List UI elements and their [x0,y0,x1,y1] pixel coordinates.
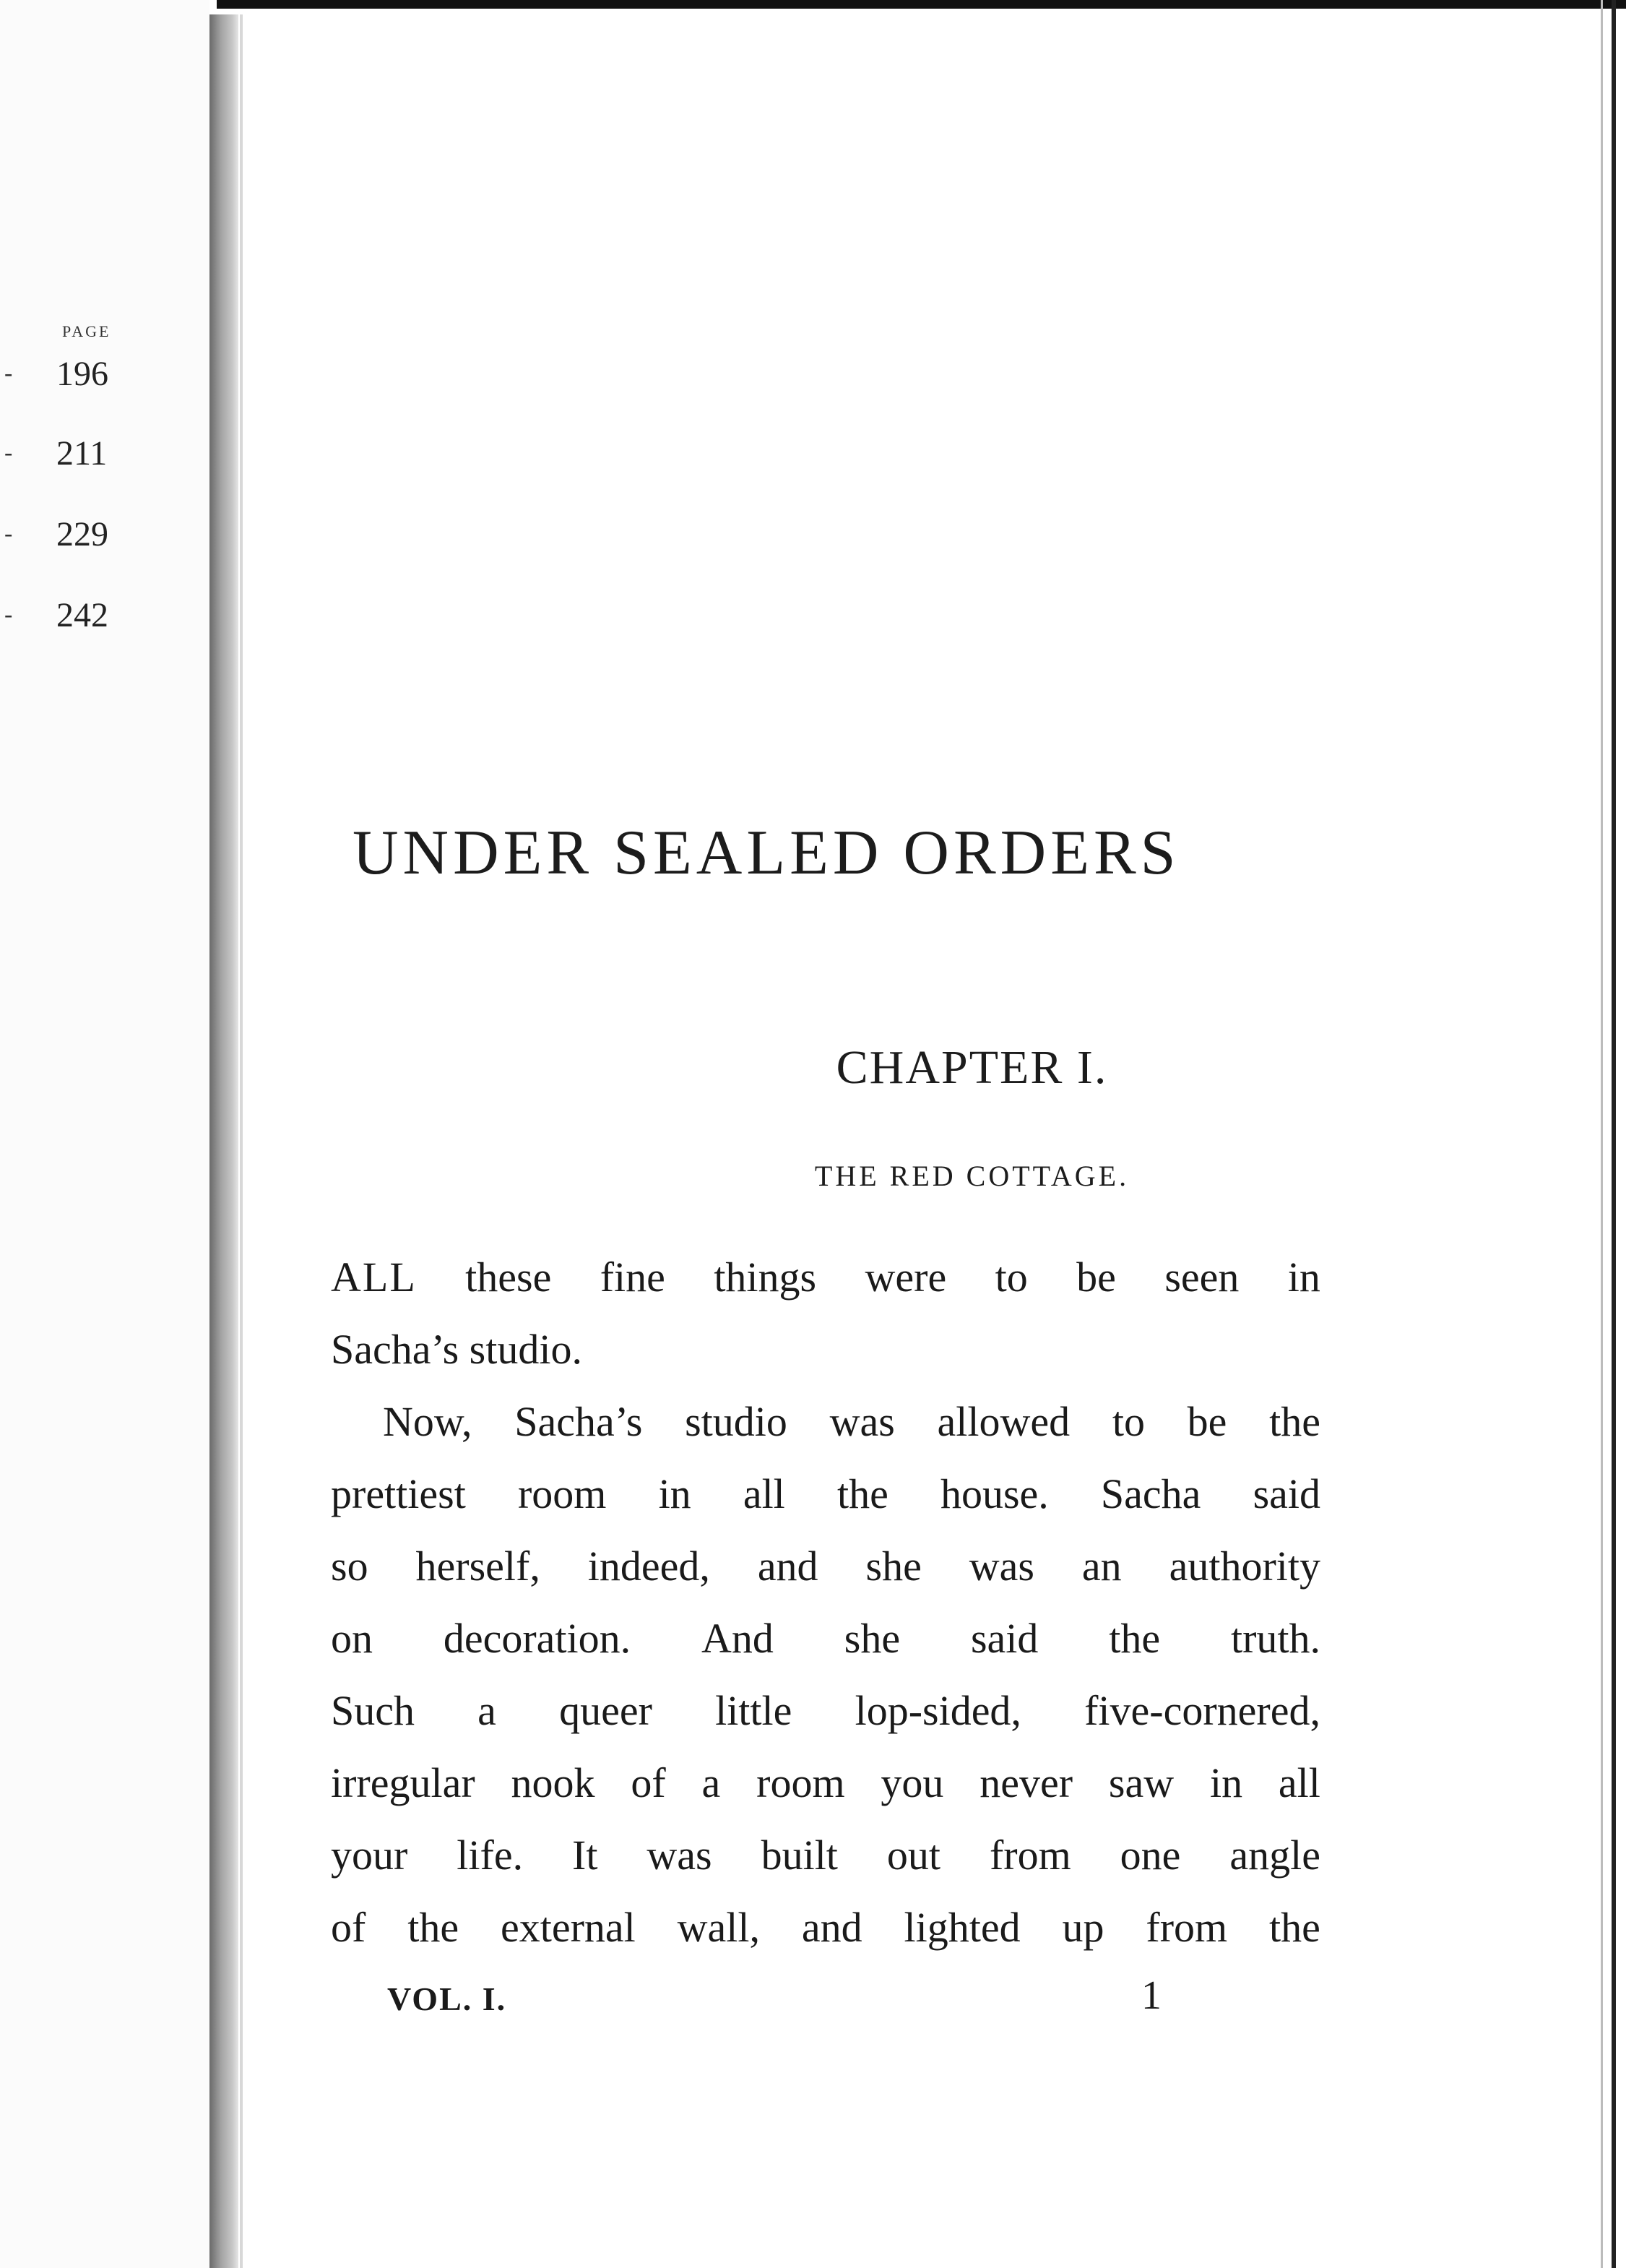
toc-leader-dash: - [4,439,13,466]
text-line [331,1241,1320,1314]
toc-page-number: 196 [56,355,108,393]
word: be [1076,1254,1116,1301]
word: all [1278,1759,1320,1806]
word: were [865,1254,947,1301]
word: on [331,1615,373,1662]
text-line [331,1675,1320,1747]
word: these [465,1254,552,1301]
toc-entry [0,434,144,477]
facing-page [0,0,209,2268]
word: saw [1108,1759,1175,1806]
word: an [1081,1543,1122,1590]
word: lop-sided, [855,1687,1021,1734]
word: a [701,1759,721,1806]
word: Such [331,1687,415,1734]
word: life. [457,1832,524,1879]
toc-entry [0,354,144,397]
word: ALL [331,1254,417,1301]
word: indeed, [587,1543,710,1590]
word: in [1209,1759,1243,1806]
gutter-edge [240,14,243,2268]
word: decoration. [443,1615,631,1662]
right-page-shadow [1601,0,1603,2268]
word: and [801,1904,862,1951]
text-line [331,1314,1320,1386]
word: Sacha [1100,1470,1201,1517]
word: of [631,1759,666,1806]
word: allowed [937,1398,1071,1445]
text-line [331,1819,1320,1892]
text-line [331,1386,1320,1458]
word: and [757,1543,818,1590]
toc-leader-dash: - [4,520,13,547]
toc-page-label: PAGE [62,322,111,340]
word: wall, [677,1904,760,1951]
chapter-title: THE RED COTTAGE. [814,1160,1130,1192]
word: said [1253,1470,1320,1517]
word: was [969,1543,1034,1590]
word: to [995,1254,1028,1301]
toc-leader-dash: - [4,360,13,387]
right-page-edge [1612,0,1616,2268]
word: be [1187,1398,1227,1445]
word: seen [1164,1254,1240,1301]
toc-leader-dash: - [4,601,13,628]
word: the [1269,1904,1320,1951]
toc-entry [0,595,144,639]
word: in [1287,1254,1320,1301]
word: from [989,1832,1071,1879]
word: five-cornered, [1084,1687,1320,1734]
word: to [1112,1398,1145,1445]
word: the [836,1470,888,1517]
word: And [701,1615,774,1662]
word: lighted [904,1904,1021,1951]
word: fine [600,1254,665,1301]
volume-signature: VOL. I. [387,1980,507,2017]
word: the [1269,1398,1320,1445]
text-line [331,1458,1320,1530]
word: one [1120,1832,1181,1879]
word: up [1062,1904,1104,1951]
word: a [477,1687,496,1734]
word: studio [685,1398,787,1445]
book-title: UNDER SEALED ORDERS [353,818,1180,888]
text-line [331,1747,1320,1819]
word: herself, [415,1543,540,1590]
word: irregular [331,1759,475,1806]
word: out [886,1832,940,1879]
word: Now, [383,1398,472,1445]
word: said [970,1615,1039,1662]
word: was [646,1832,712,1879]
word: was [829,1398,895,1445]
word: It [572,1832,598,1879]
text-line [331,1530,1320,1603]
page-number: 1 [1141,1973,1162,2018]
chapter-body-text [331,1241,1320,1964]
word: things [714,1254,817,1301]
word: house. [940,1470,1049,1517]
word: she [865,1543,922,1590]
text-line [331,1892,1320,1964]
word: truth. [1230,1615,1320,1662]
word: she [844,1615,901,1662]
word: authority [1169,1543,1320,1590]
word: built [761,1832,838,1879]
word: all [743,1470,785,1517]
toc-page-number: 229 [56,515,108,553]
word: of [331,1904,366,1951]
word: little [715,1687,792,1734]
word: the [407,1904,459,1951]
word: the [1109,1615,1161,1662]
word: prettiest [331,1470,466,1517]
word: angle [1229,1832,1320,1879]
top-page-edge [217,0,1626,9]
word: Sacha’s [514,1398,643,1445]
book-gutter [209,14,238,2268]
toc-page-number: 242 [56,596,108,634]
word: your [331,1832,408,1879]
chapter-number: CHAPTER I. [836,1041,1108,1094]
word: room [756,1759,845,1806]
word: from [1146,1904,1228,1951]
word: you [881,1759,944,1806]
word: in [658,1470,691,1517]
word: never [980,1759,1073,1806]
toc-page-number: 211 [56,434,108,473]
word: so [331,1543,368,1590]
word: queer [559,1687,652,1734]
word: external [500,1904,636,1951]
word: nook [511,1759,595,1806]
toc-entry [0,514,144,558]
word: Sacha’s studio. [331,1326,582,1373]
word: room [517,1470,607,1517]
text-line [331,1603,1320,1675]
